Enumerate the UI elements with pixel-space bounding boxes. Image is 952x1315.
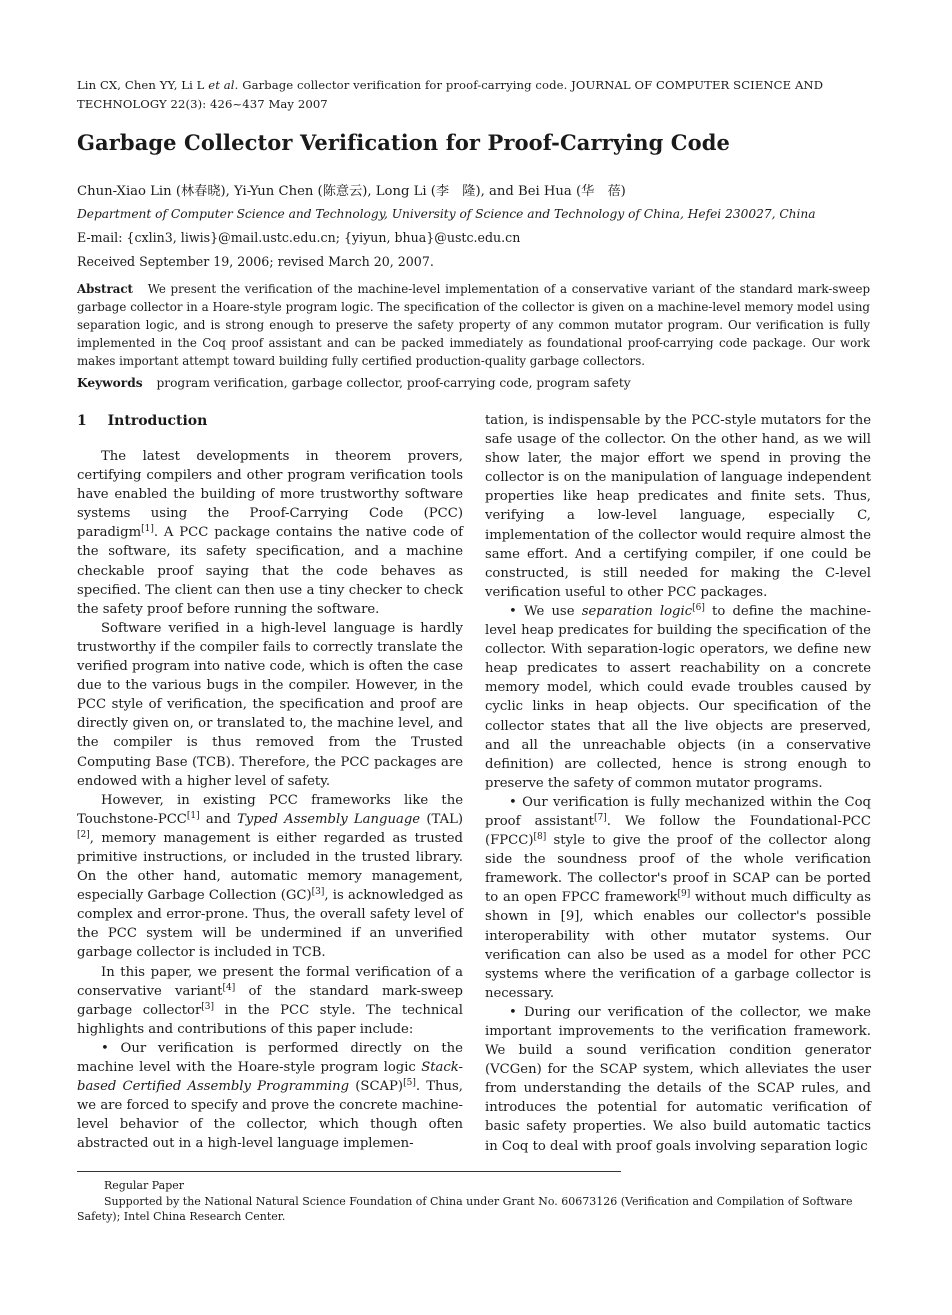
keywords-label: Keywords [77, 376, 143, 390]
keywords [77, 376, 631, 390]
abstract-label: Abstract [77, 282, 133, 296]
bullet-paragraph: • During our verification of the collector, we make important improvements to the verification framework. We build a sound verification condition generator (VCGen) for the SCAP system, which alleviates the user from understanding the details of the SCAP rules, and introduces the potential for automatic verification of basic safety properties. We also build automatic tactics in Coq to deal with proof goals involving separation logic [485, 1004, 871, 1154]
paragraph: Software verified in a high-level language is hardly trustworthy if the compiler fails to correctly translate the verified program into native code, which is often the case due to the various bugs in the compiler. However, in the PCC style of verification, the specification and proof are directly given on, or translated to, the machine level, and the compiler is thus removed from the Trusted Computing Base (TCB). Therefore, the PCC packages are endowed with a higher level of safety. [77, 620, 463, 789]
citation-etal: et al. [208, 78, 239, 92]
abstract-text: We present the verification of the machine-level implementation of a conservative variant of the standard mark-sweep garbage collector in a Hoare-style program logic. The specification of the collector is given on a machine-level memory model using separation logic, and is strong enough to preserve the safety property of any common mutator program. Our verification is fully implemented in the Coq proof assistant and can be packed immediately as foundational proof-carrying code package. Our work makes important attempt toward building fully certified production-quality garbage collectors. [77, 282, 870, 368]
citation-ref: [9] [677, 889, 691, 900]
affiliation: Department of Computer Science and Technology, University of Science and Technology of China, Hefei 230027, China [77, 207, 816, 221]
footnote-divider [77, 1171, 621, 1172]
citation-ref: [1] [141, 524, 154, 535]
section-title: Introduction [107, 413, 208, 429]
citation-ref: [1] [186, 810, 200, 821]
paper-title: Garbage Collector Verification for Proof-Carrying Code [77, 130, 730, 155]
keywords-text: program verification, garbage collector, proof-carrying code, program safety [156, 376, 631, 390]
citation-ref: [4] [222, 982, 236, 993]
author-list: Chun-Xiao Lin (林春晓), Yi-Yun Chen (陈意云), Long Li (李 隆), and Bei Hua (华 蓓) [77, 184, 626, 199]
citation-authors: Lin CX, Chen YY, Li L [77, 78, 205, 92]
bullet-paragraph: • Our verification is fully mechanized within the Coq proof assistant[7]. We follow the Foundational-PCC (FPCC)[8] style to give the proof of the collector along side the soundness proof of the whole verification framework. The collector's proof in SCAP can be ported to an open FPCC framework[9] without much difficulty as shown in [9], which enables our collector's possible interoperability with other mutator systems. Our verification can also be used as a model for other PCC systems where the verification of a garbage collector is necessary. [485, 794, 871, 1001]
paragraph: In this paper, we present the formal verification of a conservative variant[4] of the standard mark-sweep garbage collector[3] in the PCC style. The technical highlights and contributions of this paper include: [77, 964, 463, 1037]
paragraph: However, in existing PCC frameworks like the Touchstone-PCC[1] and Typed Assembly Language (TAL)[2], memory management is either regarded as trusted primitive instructions, or included in the trusted library. On the other hand, automatic memory management, especially Garbage Collection (GC)[3], is acknowledged as complex and error-prone. Thus, the overall safety level of the PCC system will be undermined if an unverified garbage collector is included in TCB. [77, 792, 464, 961]
footnotes [77, 1178, 872, 1225]
footnote-funding: Supported by the National Natural Science Foundation of China under Grant No. 60673126 (Verification and Compilation of Software Safety); Intel China Research Center. [77, 1194, 853, 1223]
section-heading [77, 411, 463, 431]
paragraph: tation, is indispensable by the PCC-style mutators for the safe usage of the collector. On the other hand, as we will show later, the major effort we spend in proving the collector is on the manipulation of language independent properties like heap predicates and finite sets. Thus, verifying a low-level language, especially C, implementation of the collector would require almost the same effort. And a certifying compiler, if one could be constructed, is still needed for making the C-level verification useful to other PCC packages. [485, 413, 871, 600]
email-line: E-mail: {cxlin3, liwis}@mail.ustc.edu.cn; {yiyun, bhua}@ustc.edu.cn [77, 230, 521, 245]
citation-ref: [8] [533, 832, 547, 843]
right-column [485, 411, 871, 1156]
citation-header [77, 76, 877, 114]
citation-ref: [6] [692, 602, 705, 613]
citation-ref: [3] [201, 1001, 215, 1012]
left-column [77, 411, 463, 1153]
bullet-paragraph: • We use separation logic[6] to define the machine-level heap predicates for building the specification of the collector. With separation-logic operators, we define new heap predicates to assert reachability on a concrete memory model, which could evade troubles caused by cyclic links in heap objects. Our specification of the collector states that all the live objects are preserved, and all the unreachable objects (in a conservative definition) are collected, hence is strong enough to preserve the safety of common mutator programs. [485, 602, 871, 791]
citation-rest: Garbage collector verification for proof-carrying code. JOURNAL OF COMPUTER SCIENCE AND TECHNOLOGY 22(3): 426~437 May 2007 [77, 78, 824, 111]
received-date: Received September 19, 2006; revised March 20, 2007. [77, 254, 434, 269]
bullet-paragraph: • Our verification is performed directly on the machine level with the Hoare-style program logic Stack-based Certified Assembly Programming (SCAP)[5]. Thus, we are forced to specify and prove the concrete machine-level behavior of the collector, which though often abstracted out in a high-level language implemen- [77, 1040, 463, 1152]
paragraph: The latest developments in theorem provers, certifying compilers and other program verification tools have enabled the building of more trustworthy software systems using the Proof-Carrying Code (PCC) paradigm[1]. A PCC package contains the native code of the software, its safety specification, and a machine checkable proof saying that the code behaves as specified. The client can then use a tiny checker to check the safety proof before running the software. [77, 449, 463, 617]
section-number: 1 [77, 413, 87, 429]
citation-ref: [5] [403, 1078, 416, 1089]
citation-ref: [3] [311, 887, 325, 898]
citation-ref: [7] [593, 812, 607, 823]
citation-ref: [2] [77, 829, 90, 840]
footnote-paper-type: Regular Paper [104, 1179, 185, 1192]
abstract [77, 280, 870, 370]
